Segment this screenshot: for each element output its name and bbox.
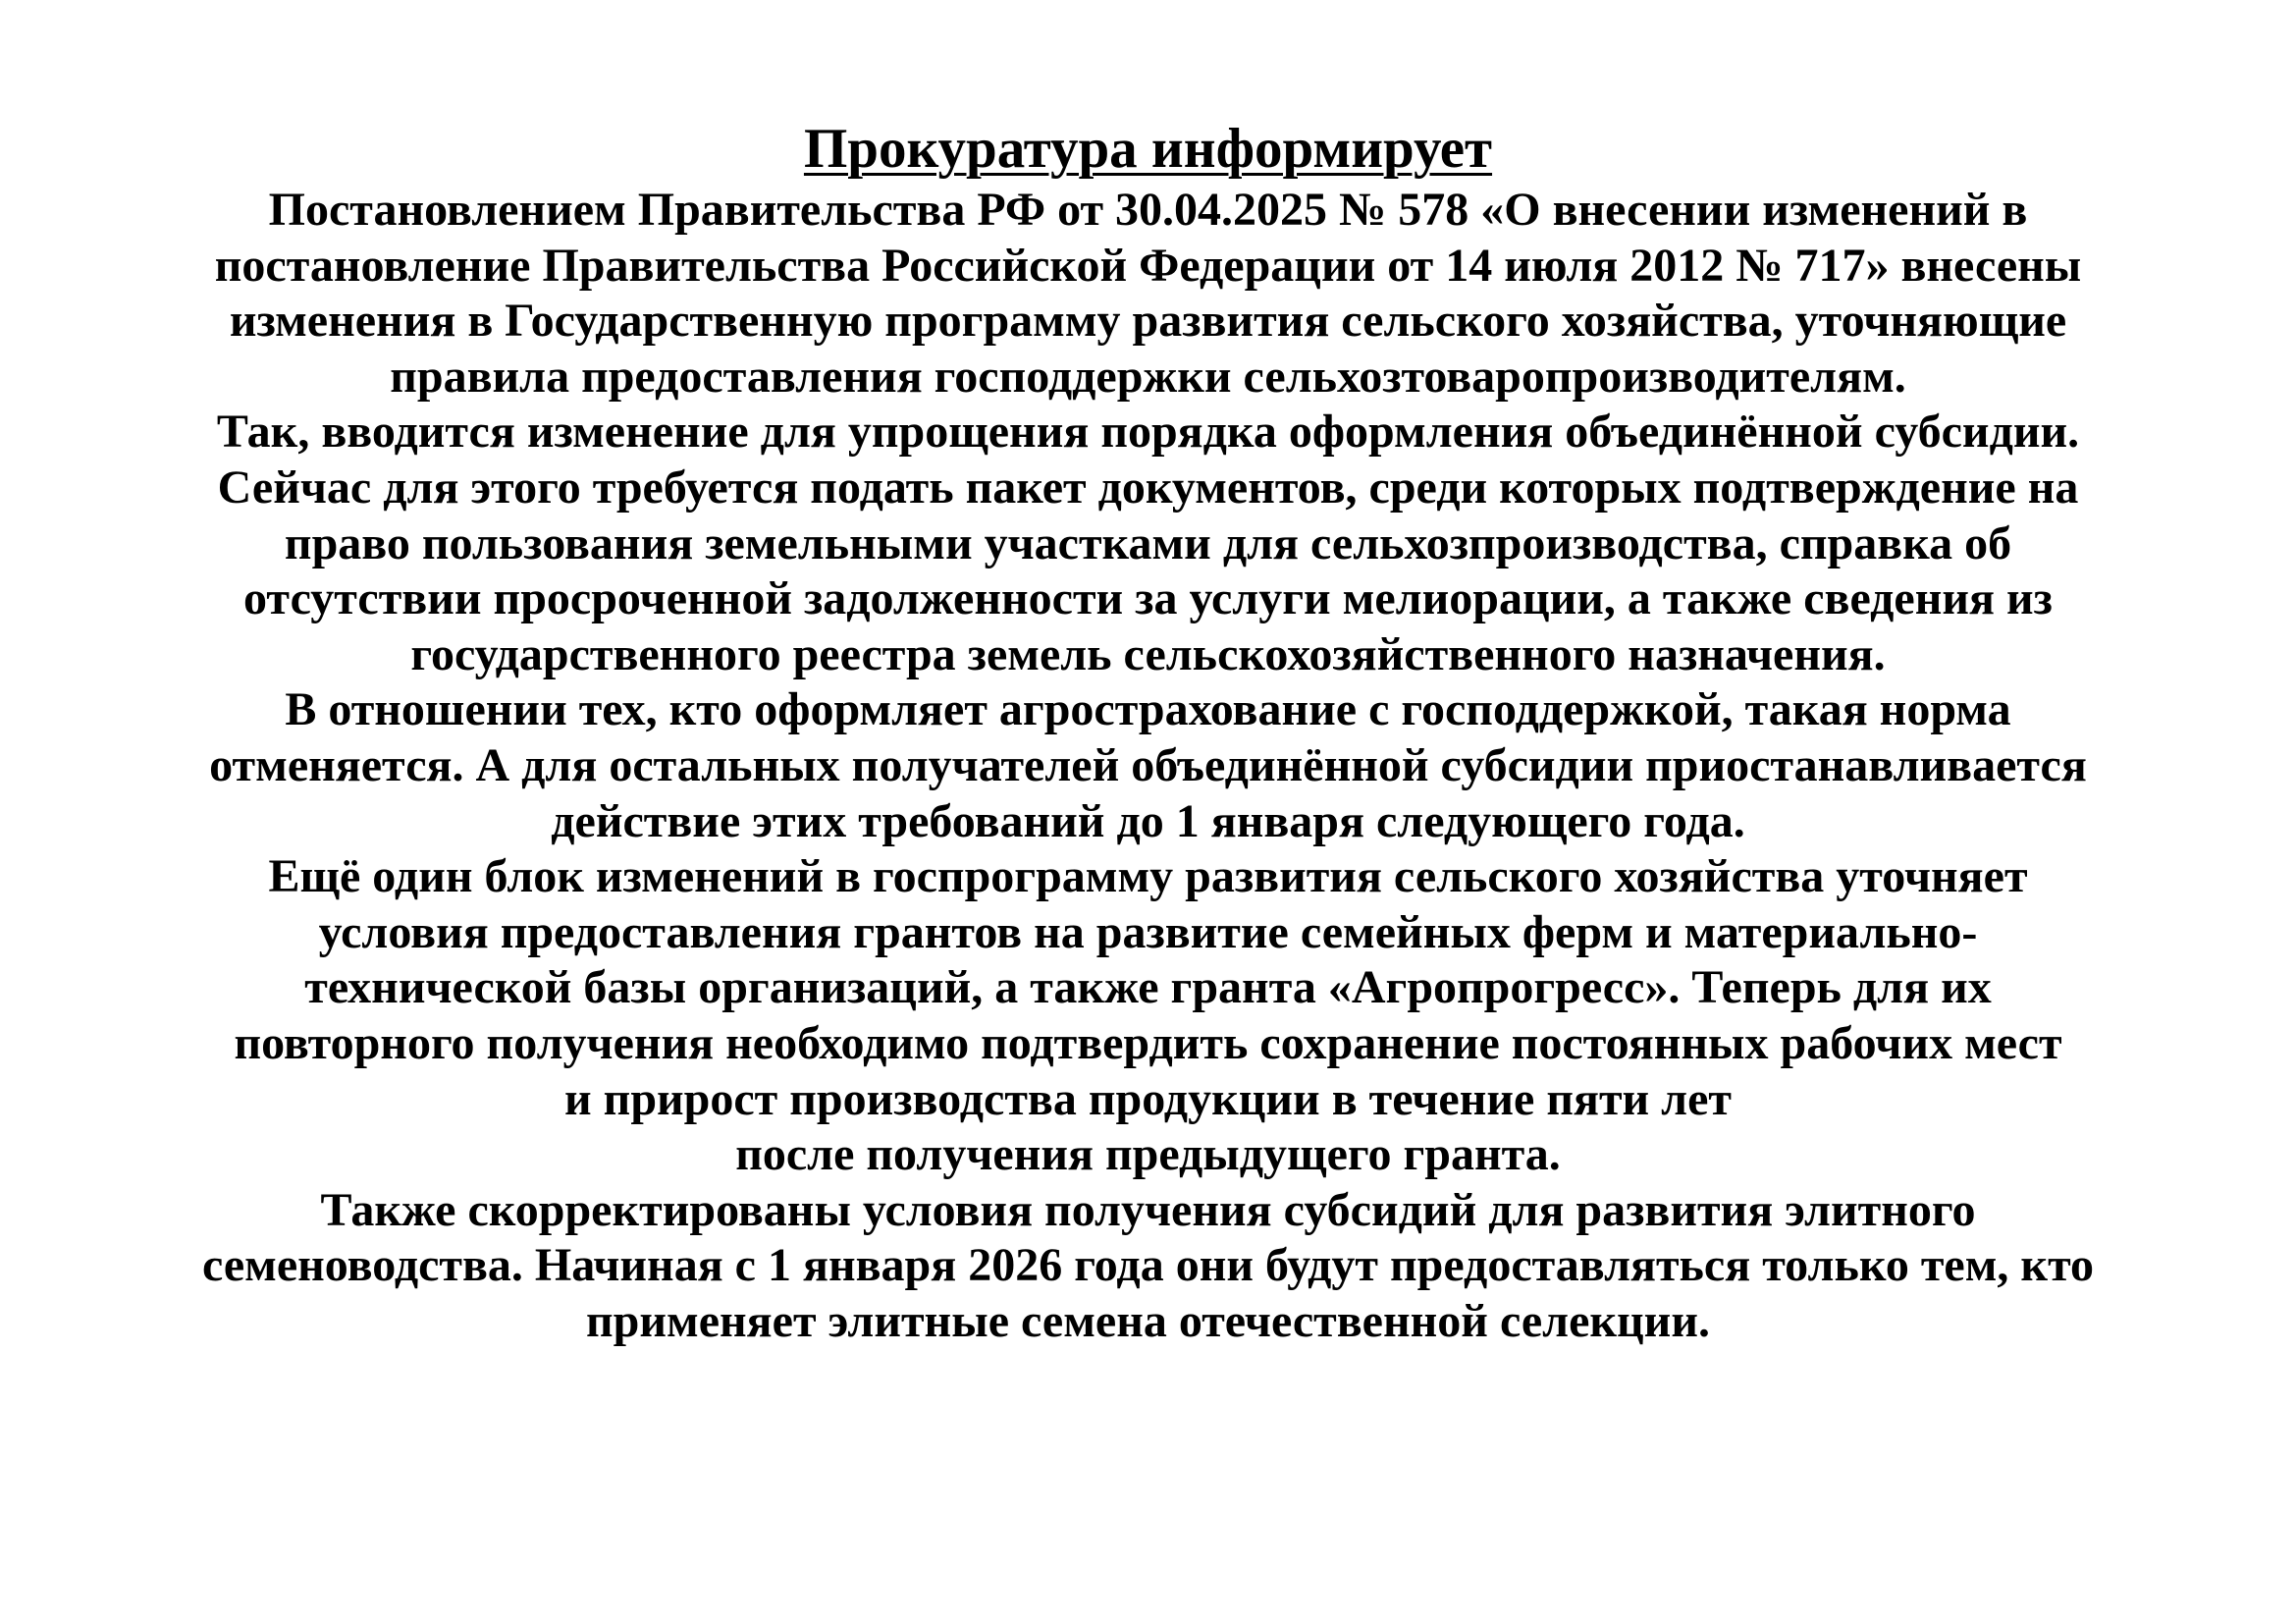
document-title: Прокуратура информирует	[803, 118, 1493, 180]
text-line: после получения предыдущего гранта.	[735, 1128, 1561, 1181]
text-line: действие этих требований до 1 января следующего года.	[551, 794, 1745, 847]
text-line: правила предоставления господдержки сельхозтоваропроизводителям.	[390, 350, 1906, 403]
text-line: технической базы организаций, а также гранта «Агропрогресс». Теперь для их	[304, 961, 1992, 1014]
document-text	[29, 183, 2267, 1349]
text-line: повторного получения необходимо подтвердить сохранение постоянных рабочих мест	[234, 1016, 2062, 1069]
text-line: право пользования земельными участками для сельхозпроизводства, справка об	[284, 516, 2012, 569]
text-line: отменяется. А для остальных получателей объединённой субсидии приостанавливается	[209, 738, 2087, 791]
text-line: Постановлением Правительства РФ от 30.04.2025 № 578 «О внесении изменений в	[268, 184, 2028, 236]
text-line: отсутствии просроченной задолженности за услуги мелиорации, а также сведения из	[243, 572, 2053, 625]
text-line: Сейчас для этого требуется подать пакет документов, среди которых подтверждение на	[217, 460, 2079, 514]
text-line: и прирост производства продукции в течение пяти лет	[564, 1072, 1732, 1125]
text-line: условия предоставления грантов на развитие семейных ферм и материально-	[318, 905, 1978, 958]
text-line: государственного реестра земель сельскохозяйственного назначения.	[410, 627, 1886, 680]
text-line: Так, вводится изменение для упрощения порядка оформления объединённой субсидии.	[216, 406, 2080, 459]
text-line: Ещё один блок изменений в госпрограмму развития сельского хозяйства уточняет	[268, 850, 2028, 903]
text-line: изменения в Государственную программу развития сельского хозяйства, уточняющие	[229, 295, 2067, 348]
text-line: В отношении тех, кто оформляет агрострахование с господдержкой, такая норма	[285, 683, 2011, 736]
text-line: постановление Правительства Российской Федерации от 14 июля 2012 № 717» внесены	[214, 239, 2082, 292]
text-line: применяет элитные семена отечественной селекции.	[586, 1294, 1710, 1347]
text-line: семеноводства. Начиная с 1 января 2026 года они будут предоставляться только тем, кто	[201, 1239, 2095, 1292]
document-body	[29, 116, 2267, 1349]
text-line: Также скорректированы условия получения субсидий для развития элитного	[320, 1183, 1976, 1236]
